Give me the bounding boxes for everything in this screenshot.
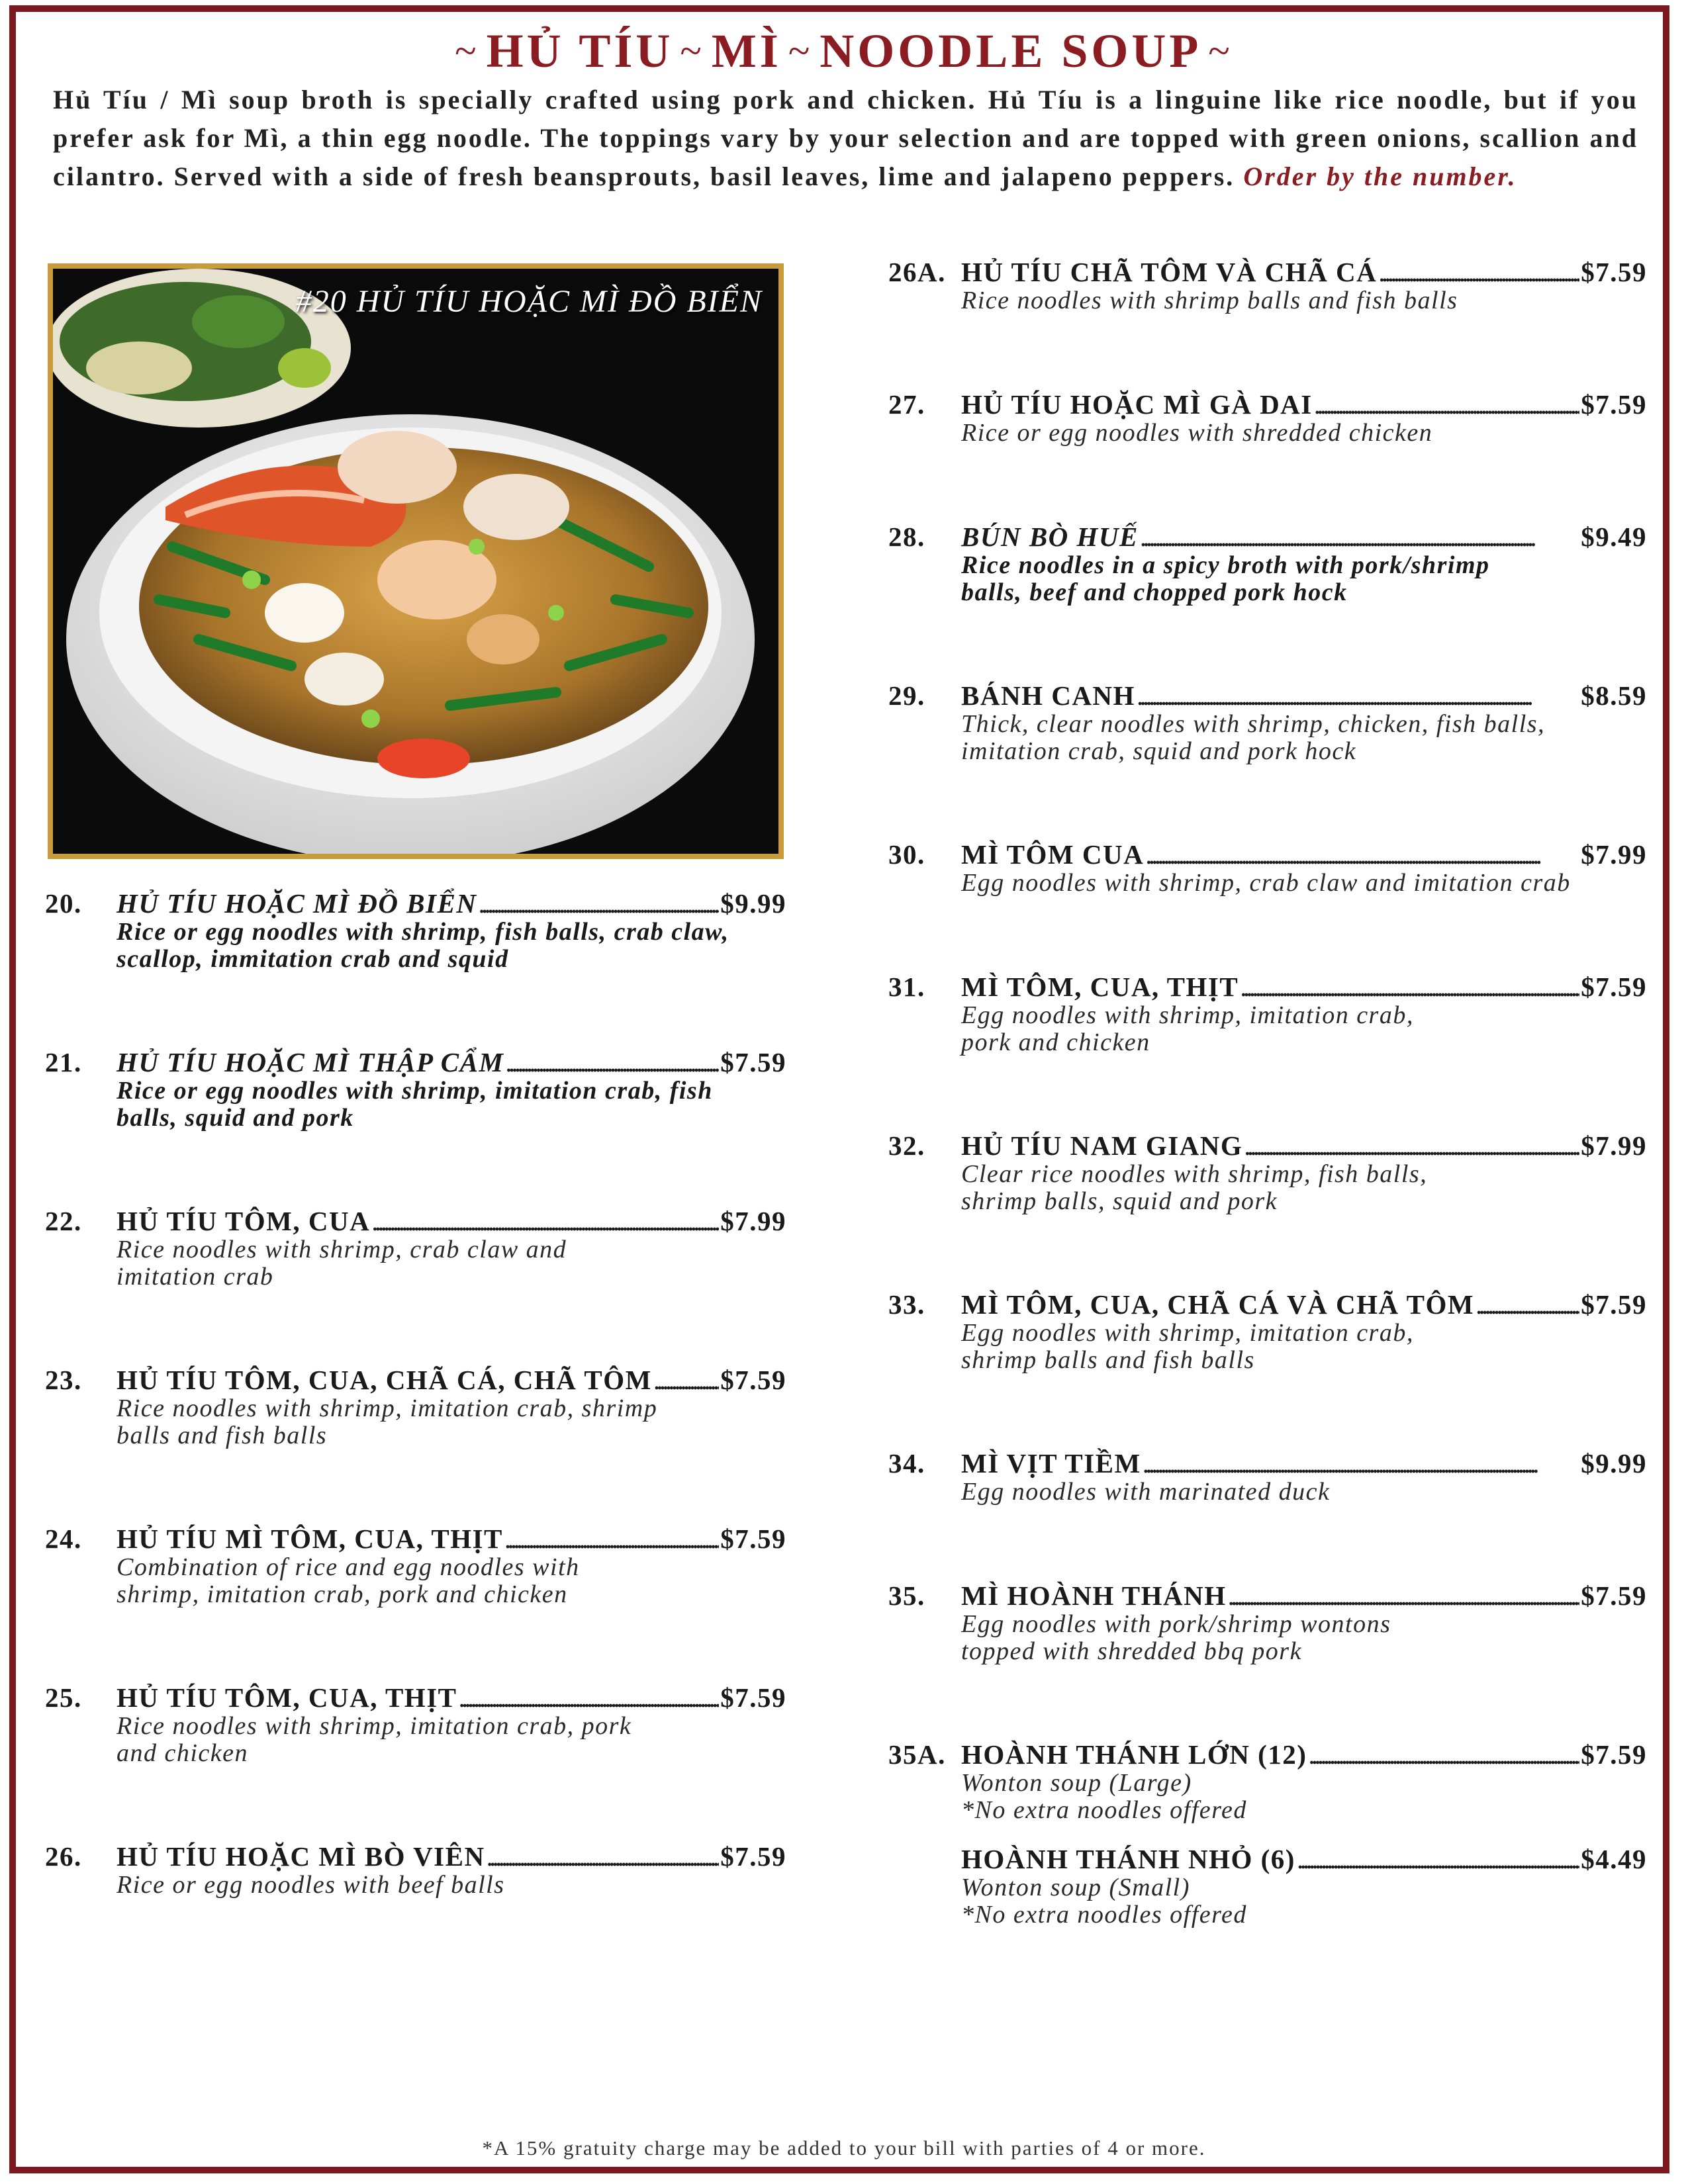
menu-item [888, 257, 1647, 314]
item-number: 27. [888, 389, 925, 420]
leader-dots [1297, 1844, 1579, 1874]
tilde-ornament: ~ [788, 29, 814, 73]
item-price: $7.59 [1581, 1580, 1647, 1611]
item-name: MÌ TÔM, CUA, THỊT [961, 972, 1239, 1002]
tilde-ornament: ~ [455, 29, 480, 73]
item-description: Rice noodles with shrimp, imitation crab, pork and chicken [117, 1712, 632, 1767]
item-name: MÌ HOÀNH THÁNH [961, 1580, 1227, 1611]
item-price: $9.99 [1581, 1448, 1647, 1479]
page-title [448, 24, 1240, 79]
item-number: 30. [888, 839, 925, 870]
item-name: MÌ VỊT TIỀM [961, 1448, 1141, 1479]
item-number: 28. [888, 522, 925, 552]
item-price: $7.59 [1581, 972, 1647, 1002]
item-description: Rice noodles with shrimp, imitation crab, shrimp balls and fish balls [117, 1394, 658, 1449]
item-number: 29. [888, 680, 925, 711]
menu-item [888, 839, 1647, 897]
item-description: Combination of rice and egg noodles with shrimp, imitation crab, pork and chicken [117, 1553, 580, 1608]
item-number: 34. [888, 1448, 925, 1479]
item-number: 26. [45, 1841, 82, 1872]
item-name: HỦ TÍU MÌ TÔM, CUA, THỊT [117, 1524, 503, 1554]
item-description: Rice noodles with shrimp, crab claw and imitation crab [117, 1236, 567, 1291]
item-number: 32. [888, 1130, 925, 1161]
menu-header [0, 24, 1688, 79]
item-name: HỦ TÍU HOẶC MÌ ĐỒ BIỂN [117, 888, 477, 919]
item-description: Wonton soup (Large) [961, 1769, 1192, 1797]
item-name: HỦ TÍU CHÃ TÔM VÀ CHÃ CÁ [961, 257, 1378, 287]
leader-dots [478, 888, 719, 919]
leader-dots [487, 1841, 720, 1872]
leader-dots [1244, 1130, 1579, 1161]
leader-dots [505, 1047, 719, 1077]
item-description: Rice or egg noodles with shrimp, fish balls, crab claw, scallop, immitation crab and squid [117, 918, 729, 973]
menu-item [888, 389, 1647, 447]
item-price: $7.59 [720, 1365, 786, 1395]
leader-dots [371, 1206, 719, 1236]
item-number: 25. [45, 1682, 82, 1713]
item-price: $4.49 [1581, 1844, 1647, 1874]
item-price: $7.59 [1581, 257, 1647, 287]
menu-item [888, 1844, 1647, 1929]
tilde-ornament: ~ [1208, 29, 1233, 73]
item-description: Rice noodles in a spicy broth with pork/shrimp balls, beef and chopped pork hock [961, 551, 1490, 606]
menu-item [45, 1365, 786, 1449]
item-name: HỦ TÍU HOẶC MÌ THẬP CẨM [117, 1047, 504, 1077]
leader-dots [1137, 680, 1579, 711]
item-number: 33. [888, 1289, 925, 1320]
order-note: Order by the number. [1243, 161, 1517, 191]
item-name: BÚN BÒ HUẾ [961, 522, 1139, 552]
item-price: $7.59 [1581, 389, 1647, 420]
item-description: Egg noodles with shrimp, imitation crab, pork and chicken [961, 1001, 1414, 1056]
menu-item [45, 1047, 786, 1132]
leader-dots [504, 1524, 719, 1554]
menu-item [888, 1289, 1647, 1374]
leader-dots [1378, 257, 1579, 287]
item-name: HỦ TÍU NAM GIANG [961, 1130, 1243, 1161]
item-number: 26A. [888, 257, 946, 287]
item-price: $7.59 [720, 1047, 786, 1077]
item-price: $7.99 [1581, 839, 1647, 870]
leader-dots [1308, 1739, 1579, 1770]
item-description: Egg noodles with pork/shrimp wontons topped with shredded bbq pork [961, 1610, 1391, 1665]
menu-item [45, 1682, 786, 1767]
item-description: Rice or egg noodles with beef balls [117, 1871, 505, 1899]
item-number: 23. [45, 1365, 82, 1395]
item-description: Rice or egg noodles with shredded chicken [961, 419, 1433, 447]
item-name: HỦ TÍU TÔM, CUA, THỊT [117, 1682, 457, 1713]
menu-item [45, 888, 786, 973]
item-price: $7.59 [720, 1841, 786, 1872]
item-price: $7.99 [720, 1206, 786, 1236]
leader-dots [1314, 389, 1580, 420]
item-number: 21. [45, 1047, 82, 1077]
menu-item [45, 1206, 786, 1291]
item-number: 35. [888, 1580, 925, 1611]
leader-dots [1145, 839, 1579, 870]
item-price: $7.59 [1581, 1739, 1647, 1770]
item-number: 22. [45, 1206, 82, 1236]
item-number: 24. [45, 1524, 82, 1554]
intro-paragraph [53, 81, 1638, 196]
item-name: HỦ TÍU HOẶC MÌ GÀ DAI [961, 389, 1313, 420]
photo-caption: #20 HỦ TÍU HOẶC MÌ ĐỒ BIỂN [295, 284, 763, 319]
menu-item [888, 1448, 1647, 1506]
item-description: Egg noodles with shrimp, imitation crab, shrimp balls and fish balls [961, 1319, 1414, 1374]
tilde-ornament: ~ [680, 29, 705, 73]
item-description: Wonton soup (Small) [961, 1874, 1190, 1901]
menu-item [888, 1130, 1647, 1215]
item-name: BÁNH CANH [961, 680, 1135, 711]
item-name: HỦ TÍU TÔM, CUA [117, 1206, 371, 1236]
leader-dots [1228, 1580, 1580, 1611]
leader-dots [1476, 1289, 1579, 1320]
item-note: *No extra noodles offered [961, 1901, 1247, 1929]
item-name: MÌ TÔM CUA [961, 839, 1145, 870]
item-name: MÌ TÔM, CUA, CHÃ CÁ VÀ CHÃ TÔM [961, 1289, 1475, 1320]
leader-dots [1140, 522, 1579, 552]
leader-dots [1240, 972, 1579, 1002]
title-noodle-soup: NOODLE SOUP [820, 24, 1202, 77]
item-price: $7.59 [1581, 1289, 1647, 1320]
item-price: $7.59 [720, 1524, 786, 1554]
intro-text: Hủ Tíu / Mì soup broth is specially crafted using pork and chicken. Hủ Tíu is a linguine like rice noodle, but if you prefer ask for Mì, a thin egg noodle. The toppings vary by your selection and are topped with green onions, scallion and cilantro. Served with a side of fresh beansprouts, basil leaves, lime and jalapeno peppers. [53, 85, 1638, 191]
noodle-bowl-illustration [53, 269, 778, 854]
menu-item [45, 1524, 786, 1608]
gratuity-note: *A 15% gratuity charge may be added to your bill with parties of 4 or more. [482, 2136, 1206, 2160]
item-description: Rice or egg noodles with shrimp, imitation crab, fish balls, squid and pork [117, 1077, 713, 1132]
item-number: 35A. [888, 1739, 946, 1770]
item-description: Thick, clear noodles with shrimp, chicken, fish balls, imitation crab, squid and pork hock [961, 710, 1546, 765]
item-note: *No extra noodles offered [961, 1796, 1247, 1824]
item-description: Egg noodles with shrimp, crab claw and imitation crab [961, 869, 1571, 897]
item-price: $9.49 [1581, 522, 1647, 552]
item-price: $7.59 [720, 1682, 786, 1713]
item-description: Rice noodles with shrimp balls and fish balls [961, 287, 1458, 314]
dish-photo [48, 263, 784, 859]
title-mi: MÌ [711, 24, 782, 77]
menu-item [888, 1580, 1647, 1665]
item-name: HOÀNH THÁNH NHỎ (6) [961, 1844, 1295, 1874]
leader-dots [459, 1682, 720, 1713]
item-price: $8.59 [1581, 680, 1647, 711]
item-description: Clear rice noodles with shrimp, fish balls, shrimp balls, squid and pork [961, 1160, 1428, 1215]
item-price: $7.99 [1581, 1130, 1647, 1161]
menu-item [888, 680, 1647, 765]
title-hu-tiu: HỦ TÍU [486, 24, 674, 77]
item-description: Egg noodles with marinated duck [961, 1478, 1331, 1506]
menu-item [888, 972, 1647, 1056]
item-name: HOÀNH THÁNH LỚN (12) [961, 1739, 1307, 1770]
leader-dots [653, 1365, 719, 1395]
item-price: $9.99 [720, 888, 786, 919]
item-name: HỦ TÍU TÔM, CUA, CHÃ CÁ, CHÃ TÔM [117, 1365, 652, 1395]
menu-item [45, 1841, 786, 1899]
item-name: HỦ TÍU HOẶC MÌ BÒ VIÊN [117, 1841, 485, 1872]
item-number: 31. [888, 972, 925, 1002]
menu-item [888, 1739, 1647, 1824]
menu-item [888, 522, 1647, 606]
leader-dots [1143, 1448, 1580, 1479]
item-number: 20. [45, 888, 82, 919]
